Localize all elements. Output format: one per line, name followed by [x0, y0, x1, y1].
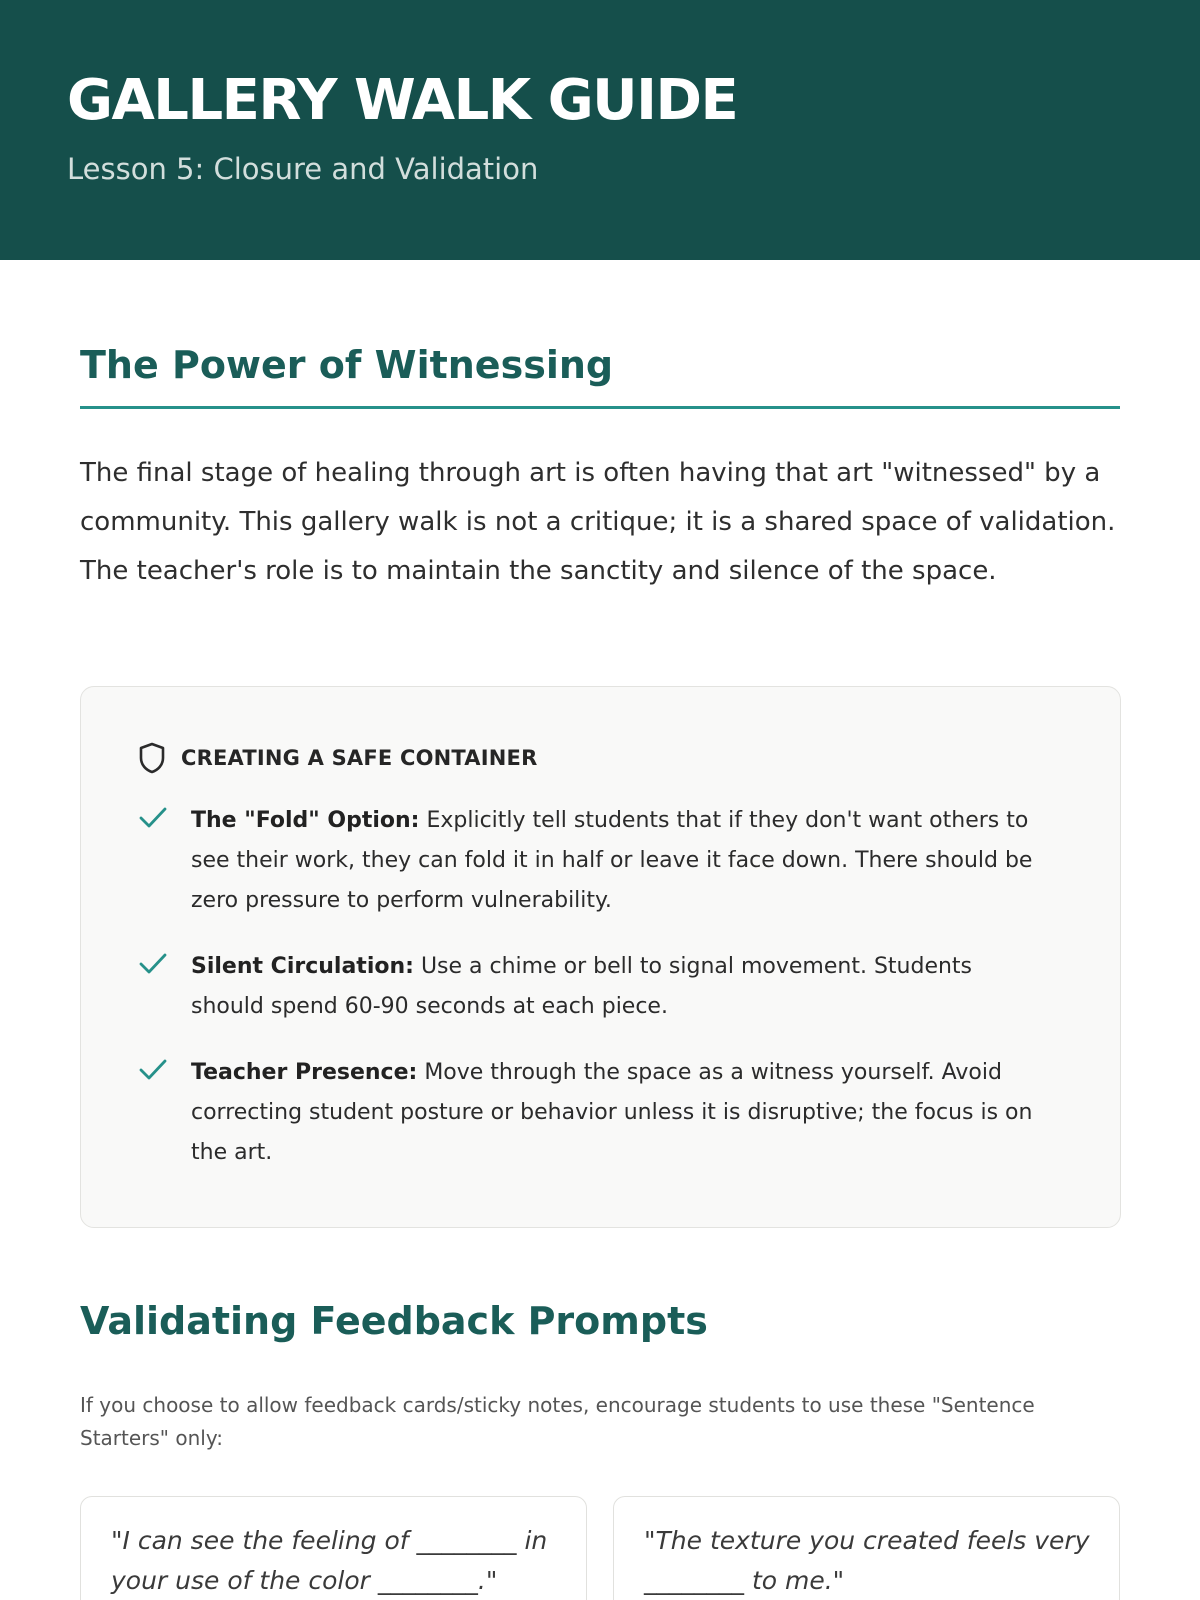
section-title-witnessing: The Power of Witnessing	[80, 343, 614, 387]
list-item	[137, 1053, 1047, 1173]
list-item-label: Teacher Presence:	[191, 1060, 418, 1085]
guideline-list	[137, 801, 1047, 1173]
page-header	[0, 0, 1200, 260]
safe-container-callout	[80, 686, 1121, 1228]
intro-paragraph: The final stage of healing through art is often having that art "witnessed" by a community. This gallery walk is not a critique; it is a shared space of validation. The teacher's role is to maintain the sanctity and silence of the space.	[80, 458, 1116, 586]
list-item	[137, 947, 1047, 1027]
list-item-text	[191, 1053, 1047, 1173]
list-item-label: Silent Circulation:	[191, 954, 414, 979]
list-item-text	[191, 947, 1047, 1027]
check-icon	[137, 1055, 169, 1085]
page-title: GALLERY WALK GUIDE	[67, 68, 738, 133]
list-item	[137, 801, 1047, 921]
prompt-card-text: "I can see the feeling of ________ in your use of the color ________."	[111, 1526, 548, 1595]
list-item-description: Move through the space as a witness yourself. Avoid correcting student posture or behavior unless it is disruptive; the focus is on the art.	[191, 1060, 1033, 1165]
prompt-card	[80, 1496, 587, 1600]
list-item-label: The "Fold" Option:	[191, 808, 420, 833]
prompt-card-text: "The texture you created feels very ________ to me."	[644, 1526, 1090, 1595]
page-subtitle: Lesson 5: Closure and Validation	[67, 152, 539, 186]
list-item-description: Explicitly tell students that if they don't want others to see their work, they can fold it in half or leave it face down. There should be zero pressure to perform vulnerability.	[191, 808, 1033, 913]
section-title-feedback-prompts: Validating Feedback Prompts	[80, 1299, 708, 1343]
section-divider	[80, 406, 1120, 409]
callout-heading: CREATING A SAFE CONTAINER	[181, 746, 538, 770]
callout-header	[137, 741, 537, 775]
shield-icon	[137, 741, 167, 775]
prompt-card	[613, 1496, 1120, 1600]
prompts-intro-text: If you choose to allow feedback cards/sticky notes, encourage students to use these "Sentence Starters" only:	[80, 1393, 1035, 1450]
check-icon	[137, 949, 169, 979]
list-item-text	[191, 801, 1047, 921]
check-icon	[137, 803, 169, 833]
list-item-description: Use a chime or bell to signal movement. Students should spend 60-90 seconds at each piece.	[191, 954, 973, 1019]
